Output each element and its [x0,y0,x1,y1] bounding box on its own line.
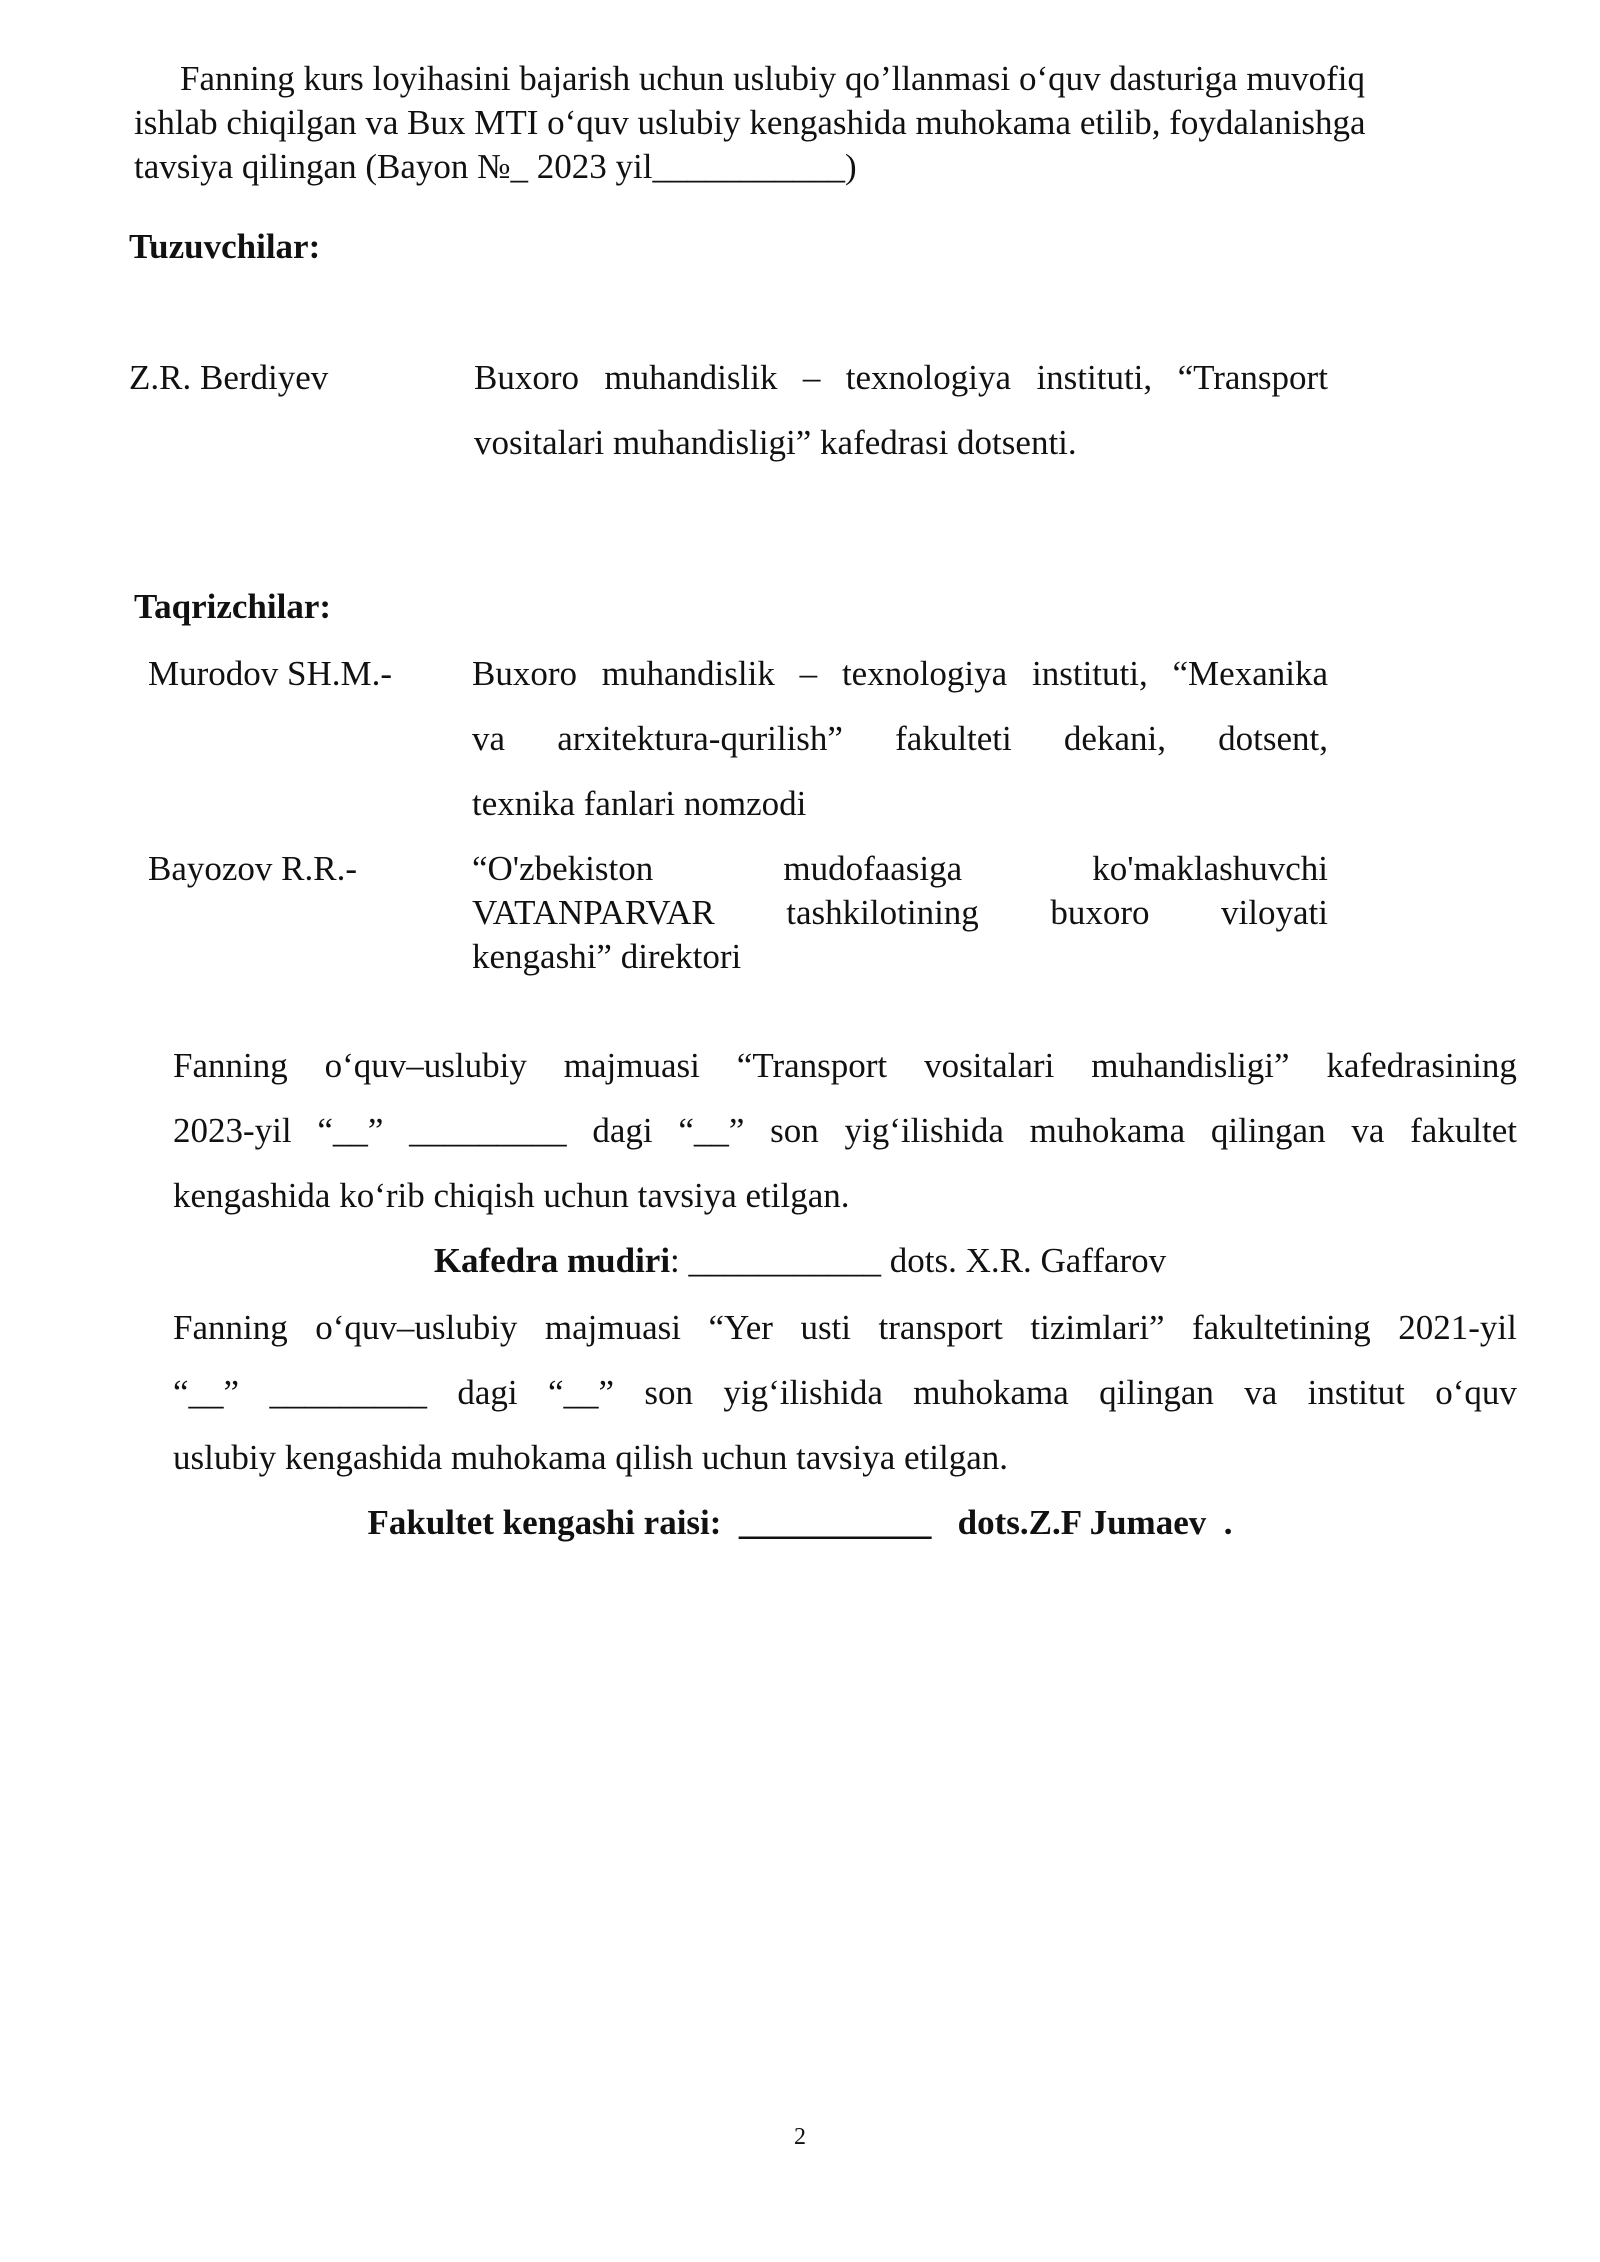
kafedra-signature [0,1240,1600,1282]
reviewer-desc-line: Buxoro muhandislik – texnologiya instituti, “Mexanika [472,654,1328,693]
author-desc-line: Buxoro muhandislik – texnologiya instituti, “Transport [474,358,1328,397]
author-name: Z.R. Berdiyev [129,358,329,397]
author-desc-line: vositalari muhandisligi” kafedrasi dotsenti. [474,423,1077,462]
reviewer-name: Murodov SH.M.- [148,654,393,693]
reviewer-desc-line: “O'zbekiston mudofaasiga ko'maklashuvchi [472,849,1328,888]
page-number: 2 [794,2124,806,2150]
paragraph-line: Fanning o‘quv–uslubiy majmuasi “Transport vositalari muhandisligi” kafedrasining [173,1046,1517,1085]
signature-value: : ___________ dots. X.R. Gaffarov [670,1241,1167,1280]
paragraph-line: Fanning o‘quv–uslubiy majmuasi “Yer usti transport tizimlari” fakultetining 2021-yil [173,1308,1517,1347]
reviewer-name: Bayozov R.R.- [148,849,358,888]
intro-line: Fanning kurs loyihasini bajarish uchun uslubiy qo’llanmasi o‘quv dasturiga muvofiq [180,59,1365,98]
reviewer-desc-line: texnika fanlari nomzodi [472,784,807,823]
signature-label: Kafedra mudiri [433,1241,671,1280]
paragraph-line: “__” _________ dagi “__” son yig‘ilishida muhokama qilingan va institut o‘quv [173,1373,1517,1412]
intro-line: tavsiya qilingan (Bayon №_ 2023 yil___________) [134,147,857,186]
fakultet-signature: Fakultet kengashi raisi: ___________ dots.Z.F Jumaev . [367,1503,1233,1542]
reviewer-desc-line: kengashi” direktori [472,937,742,976]
reviewers-heading: Taqrizchilar: [134,587,332,626]
paragraph-line: kengashida ko‘rib chiqish uchun tavsiya etilgan. [173,1176,850,1215]
intro-line: ishlab chiqilgan va Bux MTI o‘quv uslubiy kengashida muhokama etilib, foydalanishga [134,103,1366,142]
authors-heading: Tuzuvchilar: [129,227,321,266]
reviewer-desc-line: VATANPARVAR tashkilotining buxoro viloyati [472,893,1328,932]
reviewer-desc-line: va arxitektura-qurilish” fakulteti dekani, dotsent, [472,719,1328,758]
paragraph-line: uslubiy kengashida muhokama qilish uchun tavsiya etilgan. [173,1438,1008,1477]
paragraph-line: 2023-yil “__” _________ dagi “__” son yig‘ilishida muhokama qilingan va fakultet [173,1111,1517,1150]
